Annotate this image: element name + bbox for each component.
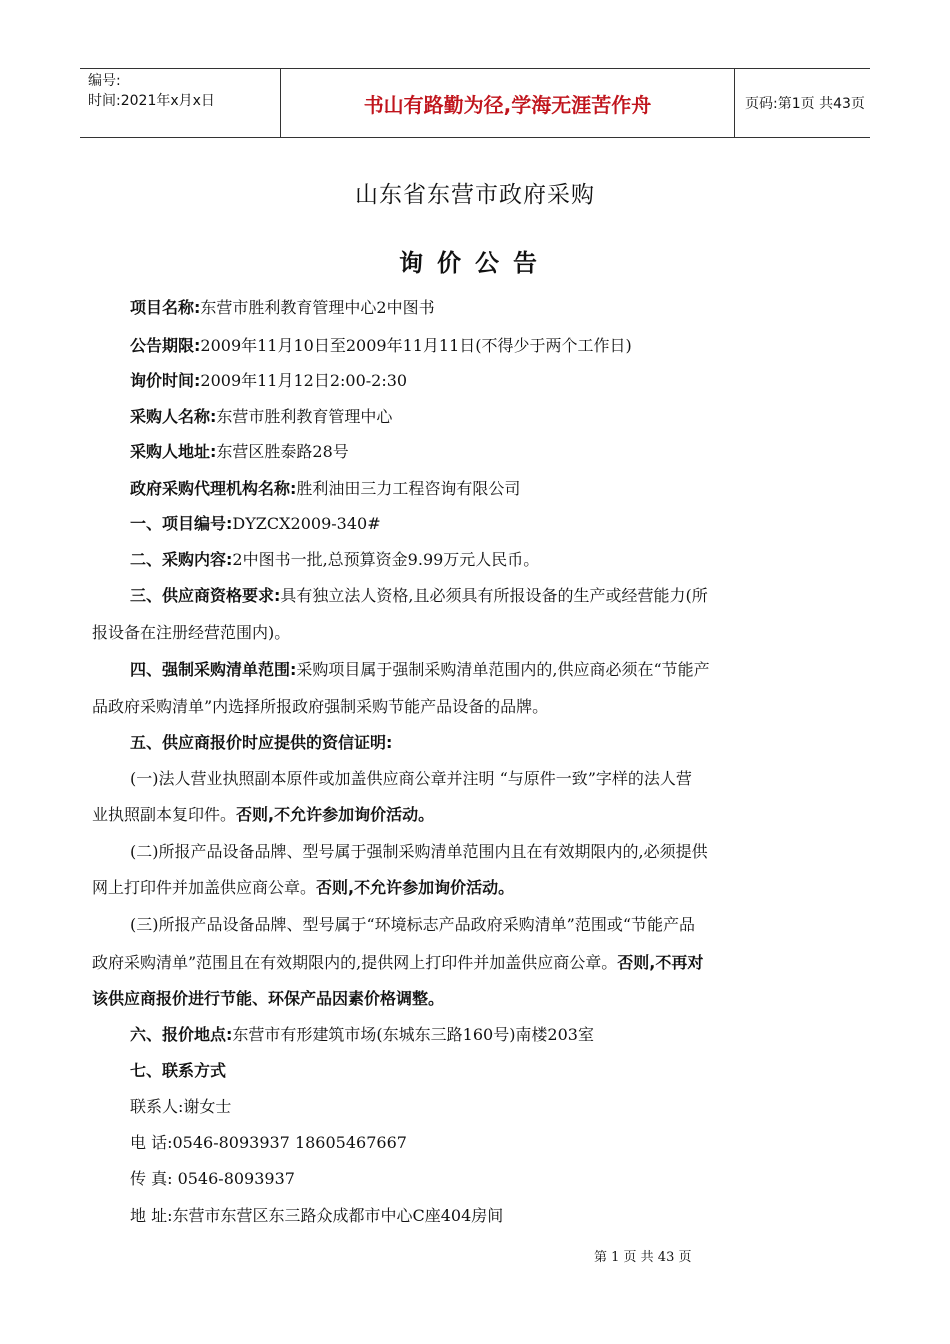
document-title: 山东省东营市政府采购	[355, 182, 595, 208]
section-5-item-2-b: 网上打印件并加盖供应商公章。	[92, 878, 317, 897]
contact-fax: 传 真: 0546-8093937	[130, 1169, 295, 1188]
project-name-line	[130, 297, 435, 319]
period-label: 公告期限:	[130, 336, 201, 355]
contact-phone: 电 话:0546-8093937 18605467667	[130, 1133, 407, 1152]
buyer-value: 东营市胜利教育管理中心	[216, 407, 393, 426]
section-2	[130, 549, 539, 571]
header-page-code: 页码:第1页 共43页	[745, 96, 865, 112]
project-name-label: 项目名称:	[130, 298, 201, 317]
section-4	[130, 659, 710, 681]
contact-person: 联系人:谢女士	[130, 1097, 232, 1116]
section-5-item-1-bold: 否则,不允许参加询价活动。	[236, 805, 435, 824]
section-5-item-3-b: 政府采购清单”范围且在有效期限内的,提供网上打印件并加盖供应商公章。	[92, 953, 618, 972]
contact-address: 地 址:东营市东营区东三路众成都市中心C座404房间	[130, 1206, 504, 1225]
section-4-text-a: 采购项目属于强制采购清单范围内的,供应商必须在“节能产	[296, 660, 710, 679]
buyer-address-value: 东营区胜泰路28号	[216, 442, 349, 461]
section-1-label: 一、项目编号:	[130, 514, 233, 533]
section-6-label: 六、报价地点:	[130, 1025, 233, 1044]
section-5-label: 五、供应商报价时应提供的资信证明:	[130, 733, 393, 752]
inquiry-time-line	[130, 370, 407, 392]
section-5-item-3-bold-b: 否则,不再对	[617, 953, 704, 972]
section-3-text-b: 报设备在注册经营范围内)。	[92, 623, 291, 642]
buyer-label: 采购人名称:	[130, 407, 217, 426]
page-header	[80, 68, 870, 138]
period-line	[130, 335, 632, 357]
section-3	[130, 585, 708, 607]
agency-value: 胜利油田三力工程咨询有限公司	[296, 479, 521, 498]
agency-line	[130, 478, 520, 500]
document-subtitle: 询价公告	[399, 249, 551, 277]
page-footer: 第 1 页 共 43 页	[594, 1250, 692, 1265]
header-motto: 书山有路勤为径,学海无涯苦作舟	[280, 69, 735, 137]
section-5-item-1	[130, 768, 692, 790]
section-5-item-3-cont	[92, 952, 703, 974]
section-6-text: 东营市有形建筑市场(东城东三路160号)南楼203室	[232, 1025, 594, 1044]
section-4-cont	[92, 696, 548, 718]
buyer-address-label: 采购人地址:	[130, 442, 217, 461]
section-5-item-3-cont2	[92, 988, 444, 1010]
section-5-item-3-a: (三)所报产品设备品牌、型号属于“环境标志产品政府采购清单”范围或“节能产品	[130, 915, 696, 934]
section-1	[130, 513, 381, 535]
inquiry-time-value: 2009年11月12日2:00-2:30	[200, 371, 408, 390]
section-3-text-a: 具有独立法人资格,且必须具有所报设备的生产或经营能力(所	[280, 586, 708, 605]
buyer-address-line	[130, 441, 349, 463]
number-label: 编号:	[88, 73, 121, 89]
time-label: 时间:2021年x月x日	[88, 93, 215, 109]
section-5-item-2-a: (二)所报产品设备品牌、型号属于强制采购清单范围内且在有效期限内的,必须提供	[130, 842, 708, 861]
period-value: 2009年11月10日至2009年11月11日(不得少于两个工作日)	[200, 336, 632, 355]
section-5-item-3-bold-c: 该供应商报价进行节能、环保产品因素价格调整。	[92, 989, 445, 1008]
section-5-item-1-b: 业执照副本复印件。	[92, 805, 237, 824]
section-5-item-3	[130, 914, 695, 936]
section-7-label: 七、联系方式	[130, 1061, 227, 1080]
section-5-item-2-cont	[92, 877, 514, 899]
section-4-text-b: 品政府采购清单”内选择所报政府强制采购节能产品设备的品牌。	[92, 697, 549, 716]
inquiry-time-label: 询价时间:	[130, 371, 201, 390]
section-5-item-1-cont	[92, 804, 434, 826]
section-5-item-2-bold: 否则,不允许参加询价活动。	[316, 878, 515, 897]
section-7	[130, 1060, 226, 1082]
project-name-value: 东营市胜利教育管理中心2中图书	[200, 298, 435, 317]
section-5-item-1-a: (一)法人营业执照副本原件或加盖供应商公章并注明 “与原件一致”字样的法人营	[130, 769, 692, 788]
section-1-text: DYZCX2009-340#	[232, 514, 381, 533]
header-meta	[80, 69, 280, 137]
section-2-text: 2中图书一批,总预算资金9.99万元人民币。	[232, 550, 540, 569]
section-3-cont	[92, 622, 290, 644]
agency-label: 政府采购代理机构名称:	[130, 479, 297, 498]
section-2-label: 二、采购内容:	[130, 550, 233, 569]
section-5	[130, 732, 392, 754]
buyer-line	[130, 406, 392, 428]
section-4-label: 四、强制采购清单范围:	[130, 660, 297, 679]
section-3-label: 三、供应商资格要求:	[130, 586, 281, 605]
section-5-item-2	[130, 841, 708, 863]
section-6	[130, 1024, 594, 1046]
